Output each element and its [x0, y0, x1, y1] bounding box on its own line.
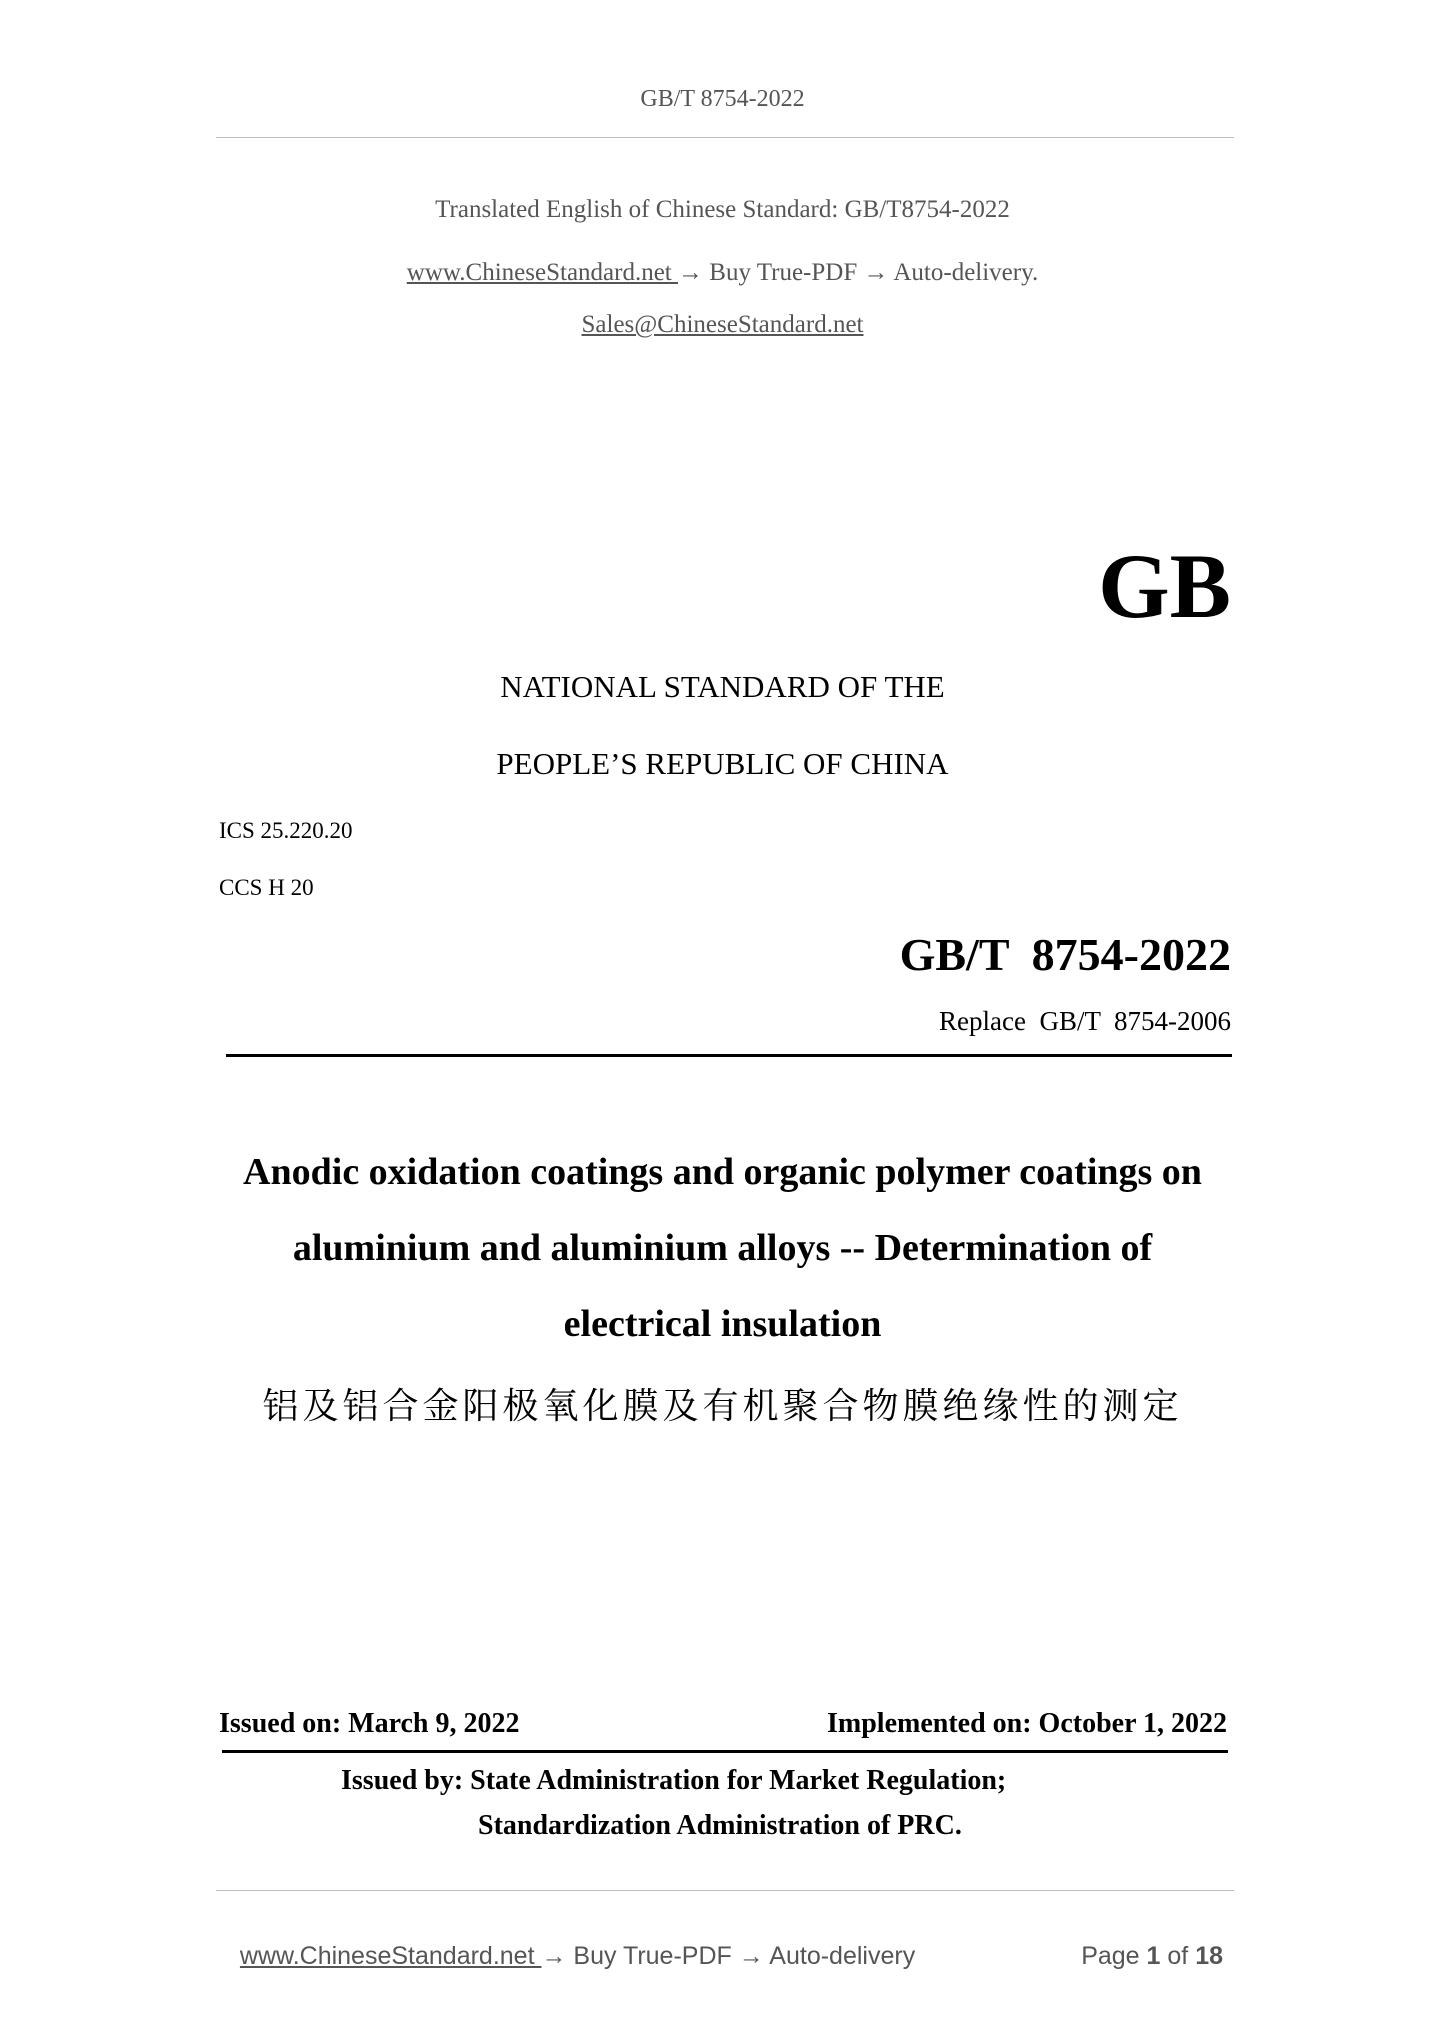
issued-by-line1: Issued by: State Administration for Market Regulation; — [341, 1765, 1007, 1796]
header-divider — [216, 137, 1234, 138]
page-of: of — [1160, 1942, 1196, 1970]
gb-logo: GB — [1098, 535, 1231, 637]
page-current: 1 — [1146, 1942, 1161, 1970]
ccs-code: CCS H 20 — [219, 875, 314, 900]
page-total: 18 — [1195, 1942, 1223, 1970]
running-header: GB/T 8754-2022 — [640, 86, 805, 112]
title-cn: 铝及铝合金阳极氧化膜及有机聚合物膜绝缘性的测定 — [262, 1386, 1183, 1427]
delivery-text: Auto-delivery. — [888, 259, 1039, 286]
footer-buy-text: Buy True-PDF — [566, 1942, 739, 1970]
title-en-line2: aluminium and aluminium alloys -- Determination of — [292, 1227, 1153, 1269]
implemented-on: Implemented on: October 1, 2022 — [827, 1708, 1227, 1739]
standard-divider — [226, 1054, 1232, 1057]
national-standard-line1: NATIONAL STANDARD OF THE — [500, 669, 945, 704]
title-en-line3: electrical insulation — [563, 1303, 882, 1345]
page-indicator — [1067, 1913, 1223, 1971]
translation-notice: Translated English of Chinese Standard: GB/T8754-2022 — [435, 196, 1010, 223]
footer-divider — [216, 1890, 1234, 1891]
site-link[interactable]: www.ChineseStandard.net — [406, 259, 679, 286]
title-en-line1: Anodic oxidation coatings and organic polymer coatings on — [243, 1151, 1202, 1193]
replaces-note: Replace GB/T 8754-2006 — [939, 1006, 1231, 1036]
arrow-right-icon: → — [541, 1942, 567, 1970]
ics-code: ICS 25.220.20 — [219, 818, 353, 843]
buy-text: Buy True-PDF — [703, 259, 864, 286]
email-line — [0, 311, 1445, 339]
page-label: Page — [1081, 1942, 1147, 1970]
purchase-line — [0, 259, 1445, 287]
standard-number: GB/T 8754-2022 — [899, 929, 1231, 980]
arrow-right-icon: → — [738, 1942, 764, 1970]
email-link[interactable]: Sales@ChineseStandard.net — [581, 311, 864, 338]
dates-divider — [222, 1750, 1228, 1753]
issued-by-line2: Standardization Administration of PRC. — [478, 1810, 962, 1841]
footer-purchase-line — [226, 1913, 915, 1971]
footer-site-link[interactable]: www.ChineseStandard.net — [239, 1942, 542, 1970]
arrow-right-icon: → — [863, 259, 889, 286]
issued-on: Issued on: March 9, 2022 — [219, 1708, 520, 1739]
national-standard-line2: PEOPLE’S REPUBLIC OF CHINA — [496, 746, 949, 781]
arrow-right-icon: → — [678, 259, 704, 286]
footer-delivery-text: Auto-delivery — [763, 1942, 916, 1970]
